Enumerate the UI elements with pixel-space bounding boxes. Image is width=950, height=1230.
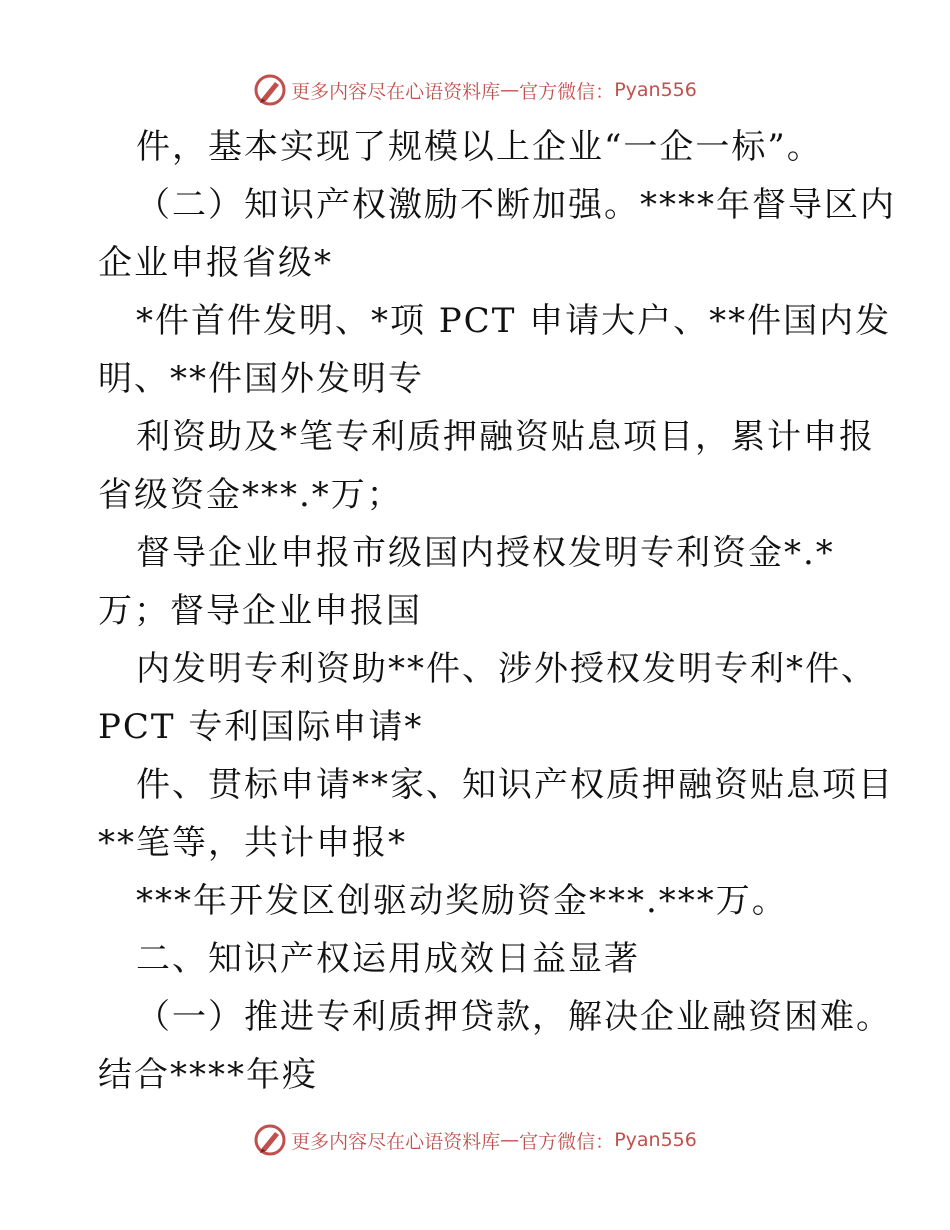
pen-logo-icon: [253, 73, 287, 107]
text-line: 企业申报省级*: [98, 243, 333, 283]
watermark-id: Pyan556: [614, 79, 697, 101]
text-line: （一）推进专利质押贷款，解决企业融资困难。: [136, 997, 892, 1037]
watermark-main-text: 更多内容尽在心语资料库: [291, 80, 501, 103]
text-line: 结合****年疫: [98, 1055, 318, 1095]
pen-logo-icon: [253, 1123, 287, 1157]
text-line: 利资助及*笔专利质押融资贴息项目，累计申报: [136, 417, 875, 457]
watermark-sub-text: 官方微信：: [519, 80, 615, 103]
watermark-dash: —: [500, 1129, 520, 1151]
watermark-sub-text: 官方微信：: [519, 1130, 615, 1153]
watermark-id: Pyan556: [614, 1129, 697, 1151]
text-line: 件、贯标申请**家、知识产权质押融资贴息项目: [136, 765, 894, 805]
text-line: （二）知识产权激励不断加强。****年督导区内: [136, 185, 896, 225]
document-body: [98, 118, 896, 1104]
watermark-dash: —: [500, 79, 520, 101]
text-line: PCT 专利国际申请*: [98, 707, 424, 747]
text-line: ***年开发区创驱动奖励资金***.***万。: [136, 881, 788, 921]
text-line: **笔等，共计申报*: [98, 823, 407, 863]
text-line: 万；督导企业申报国: [98, 591, 422, 631]
watermark-main-text: 更多内容尽在心语资料库: [291, 1130, 501, 1153]
header-watermark: [0, 70, 950, 110]
text-line: 内发明专利资助**件、涉外授权发明专利*件、: [136, 649, 877, 689]
text-line: 明、**件国外发明专: [98, 359, 424, 399]
text-line: 件，基本实现了规模以上企业“一企一标”。: [136, 127, 823, 167]
text-line: 省级资金***.*万；: [98, 475, 403, 515]
section-heading: 二、知识产权运用成效日益显著: [136, 939, 640, 979]
footer-watermark: [0, 1120, 950, 1160]
text-line: 督导企业申报市级国内授权发明专利资金*.*: [136, 533, 835, 573]
text-line: *件首件发明、*项 PCT 申请大户、**件国内发: [136, 301, 892, 341]
